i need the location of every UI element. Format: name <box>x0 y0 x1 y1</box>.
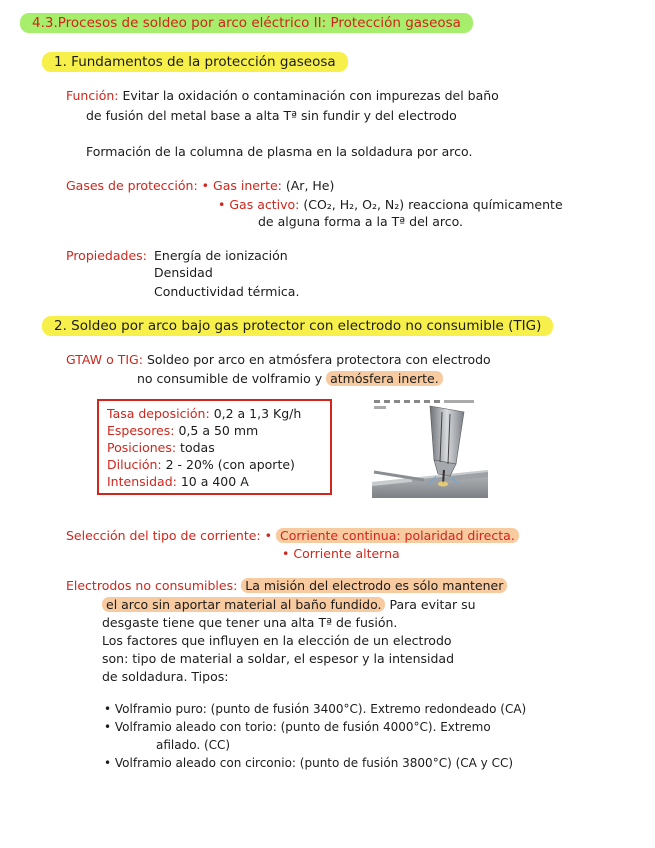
gtaw-highlight: atmósfera inerte. <box>326 371 443 386</box>
gas-inerte-value: (Ar, He) <box>285 178 335 193</box>
propiedad-item: Energía de ionización <box>154 248 288 263</box>
title-text: 4.3.Procesos de soldeo por arco eléctrico II: Protección gaseosa <box>32 15 461 31</box>
gtaw-label: GTAW o TIG: <box>66 352 143 367</box>
electrodos-highlight1: La misión del electrodo es sólo mantener <box>241 578 507 593</box>
funcion-line2: de fusión del metal base a alta Tª sin fundir y del electrodo <box>86 108 457 123</box>
tipo-item <box>104 720 491 734</box>
box-value: 10 a 400 A <box>180 474 249 489</box>
funcion-line1 <box>66 88 499 103</box>
section1-heading-text: 1. Fundamentos de la protección gaseosa <box>54 54 336 70</box>
bullet-icon: • <box>201 178 210 193</box>
box-row <box>107 440 215 455</box>
box-row <box>107 406 301 421</box>
bullet-icon: • <box>218 197 226 212</box>
electrodos-highlight2: el arco sin aportar material al baño fundido. <box>102 597 385 612</box>
gtaw-line1 <box>66 352 491 367</box>
gas-activo-value: (CO₂, H₂, O₂, N₂) reacciona químicamente <box>303 197 563 212</box>
corriente-item: Corriente continua: polaridad directa. <box>276 528 519 543</box>
bullet-icon: • <box>104 756 112 770</box>
gases-line2 <box>218 197 563 212</box>
electrodos-line2 <box>102 597 476 612</box>
tig-torch-illustration <box>372 398 488 498</box>
electrodos-line4: Los factores que influyen en la elección de un electrodo <box>102 633 452 648</box>
corriente-line2 <box>282 546 400 561</box>
tipo-text: Volframio aleado con circonio: (punto de fusión 3800°C) (CA y CC) <box>114 756 514 770</box>
bullet-icon: • <box>264 528 272 543</box>
gas-activo-line2: de alguna forma a la Tª del arco. <box>258 214 464 229</box>
gases-line1 <box>66 178 334 193</box>
box-row <box>107 474 249 489</box>
electrodos-line1 <box>66 578 507 593</box>
section1-heading <box>42 52 348 72</box>
tipo-continuation: afilado. (CC) <box>156 738 231 752</box>
tipo-item <box>104 702 526 716</box>
gtaw-text1: Soldeo por arco en atmósfera protectora con electrodo <box>146 352 491 367</box>
box-value: 0,5 a 50 mm <box>178 423 259 438</box>
box-label: Espesores: <box>107 423 175 438</box>
funcion-text1: Evitar la oxidación o contaminación con impurezas del baño <box>122 88 499 103</box>
box-value: todas <box>180 440 215 455</box>
bullet-icon: • <box>282 546 290 561</box>
section2-heading-text: 2. Soldeo por arco bajo gas protector con electrodo no consumible (TIG) <box>54 318 542 334</box>
box-value: 0,2 a 1,3 Kg/h <box>213 406 302 421</box>
tipo-item <box>104 756 513 770</box>
page-title <box>20 13 473 33</box>
propiedad-item: Conductividad térmica. <box>154 284 300 299</box>
corriente-label: Selección del tipo de corriente: <box>66 528 261 543</box>
tipo-text: Volframio aleado con torio: (punto de fusión 4000°C). Extremo <box>114 720 491 734</box>
gtaw-text2: no consumible de volframio y <box>137 371 323 386</box>
electrodos-label: Electrodos no consumibles: <box>66 578 238 593</box>
box-label: Dilución: <box>107 457 162 472</box>
propiedad-item: Densidad <box>154 265 213 280</box>
electrodos-line3: desgaste tiene que tener una alta Tª de fusión. <box>102 615 398 630</box>
bullet-icon: • <box>104 720 112 734</box>
gas-activo-label: Gas activo: <box>229 197 300 212</box>
section2-heading <box>42 316 553 336</box>
properties-box <box>97 399 332 495</box>
box-value: 2 - 20% (con aporte) <box>165 457 295 472</box>
box-row <box>107 457 295 472</box>
funcion-label: Función: <box>66 88 119 103</box>
box-row <box>107 423 258 438</box>
box-label: Intensidad: <box>107 474 177 489</box>
corriente-item: Corriente alterna <box>293 546 400 561</box>
formacion-text: Formación de la columna de plasma en la soldadura por arco. <box>86 144 473 159</box>
gases-label: Gases de protección: <box>66 178 198 193</box>
electrodos-line6: de soldadura. Tipos: <box>102 669 229 684</box>
gtaw-line2 <box>137 371 443 386</box>
box-label: Tasa deposición: <box>107 406 210 421</box>
gas-inerte-label: Gas inerte: <box>213 178 282 193</box>
propiedades-label: Propiedades: <box>66 248 147 263</box>
electrodos-line5: son: tipo de material a soldar, el espesor y la intensidad <box>102 651 455 666</box>
corriente-line1 <box>66 528 519 543</box>
bullet-icon: • <box>104 702 112 716</box>
electrodos-text2: Para evitar su <box>389 597 476 612</box>
tipo-text: Volframio puro: (punto de fusión 3400°C). Extremo redondeado (CA) <box>114 702 527 716</box>
box-label: Posiciones: <box>107 440 177 455</box>
